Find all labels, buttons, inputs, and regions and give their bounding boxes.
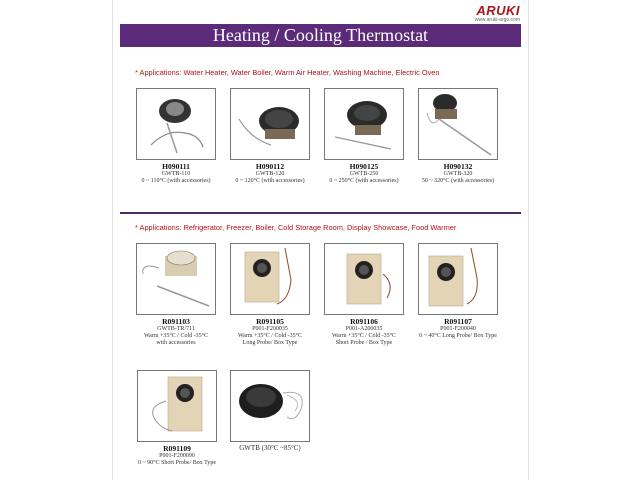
page-title: Heating / Cooling Thermostat [120,24,521,47]
product-model: GWTB-320 [443,171,473,177]
product-line: GWTB-TR/711 [157,326,195,332]
product-model: GWTB-250 [349,171,379,177]
product-card [135,88,217,185]
product-line: P001-A200035 [345,326,383,332]
product-card [417,88,499,185]
product-range: 0 ~ 250°C (with accessories) [329,178,399,184]
thermostat-icon [137,89,215,159]
product-line: P001-F200040 [440,326,476,332]
product-card [323,243,405,347]
product-code: R091105 [256,317,284,326]
product-photo [418,243,498,315]
product-photo [230,243,310,315]
product-line: Warm +35°C / Cold -35°C [331,333,397,339]
product-range: 0 ~ 120°C (with accessories) [235,178,305,184]
thermostat-icon [231,89,309,159]
product-model: GWTB-110 [161,171,191,177]
product-line: Short Probe / Box Type [335,340,393,346]
section-divider [120,212,521,214]
product-photo [324,88,404,160]
thermostat-icon [231,371,309,441]
product-range: 0 ~ 110°C (with accessories) [141,178,211,184]
product-card [323,88,405,185]
logo-text: ARUKI [476,3,520,18]
thermostat-icon [325,244,403,314]
product-code: R091106 [350,317,378,326]
logo-url: www.aruki-argo.com [474,17,520,23]
product-photo [137,370,217,442]
brand-logo [475,4,520,23]
section2-applications: * Applications: Refrigerator, Freezer, Boiler, Cold Storage Room, Display Showcase, Food Warmer [135,223,457,232]
product-code: R091107 [444,317,472,326]
product-photo [230,88,310,160]
thermostat-icon [138,371,216,441]
product-line: 0 ~ 40°C Long Probe/ Box Type [419,333,497,339]
product-line: Long Probe/ Box Type [242,340,298,346]
product-line: Warm +35°C / Cold -35°C [143,333,209,339]
catalog-page [112,0,529,480]
product-code: R091109 [163,444,191,453]
product-range: 50 ~ 320°C (with accessories) [421,178,495,184]
product-code: H090112 [255,162,285,171]
product-line: GWTB (30°C ~85°C) [239,444,301,452]
product-card [229,243,311,347]
product-model: GWTB-120 [255,171,285,177]
product-line: P001-F200035 [252,326,288,332]
product-code: R091103 [162,317,190,326]
product-photo [136,88,216,160]
product-photo [230,370,310,442]
thermostat-icon [325,89,403,159]
thermostat-icon [419,89,497,159]
product-card [229,370,311,452]
product-card [417,243,499,340]
section1-applications: * Applications: Water Heater, Water Boiler, Warm Air Heater, Washing Machine, Electric Oven [135,68,440,77]
product-line: 0 ~ 90°C Short Probe/ Box Type [137,460,217,466]
thermostat-icon [137,244,215,314]
product-code: H090111 [162,162,190,171]
product-photo [418,88,498,160]
product-code: H090125 [349,162,379,171]
product-photo [136,243,216,315]
product-line: P001-F200090 [159,453,195,459]
product-line: Warm +35°C / Cold -35°C [237,333,303,339]
product-line: with accessories [156,340,196,346]
product-photo [324,243,404,315]
product-code: H090132 [443,162,473,171]
thermostat-icon [419,244,497,314]
product-card [135,370,219,467]
product-card [135,243,217,347]
thermostat-icon [231,244,309,314]
product-card [229,88,311,185]
